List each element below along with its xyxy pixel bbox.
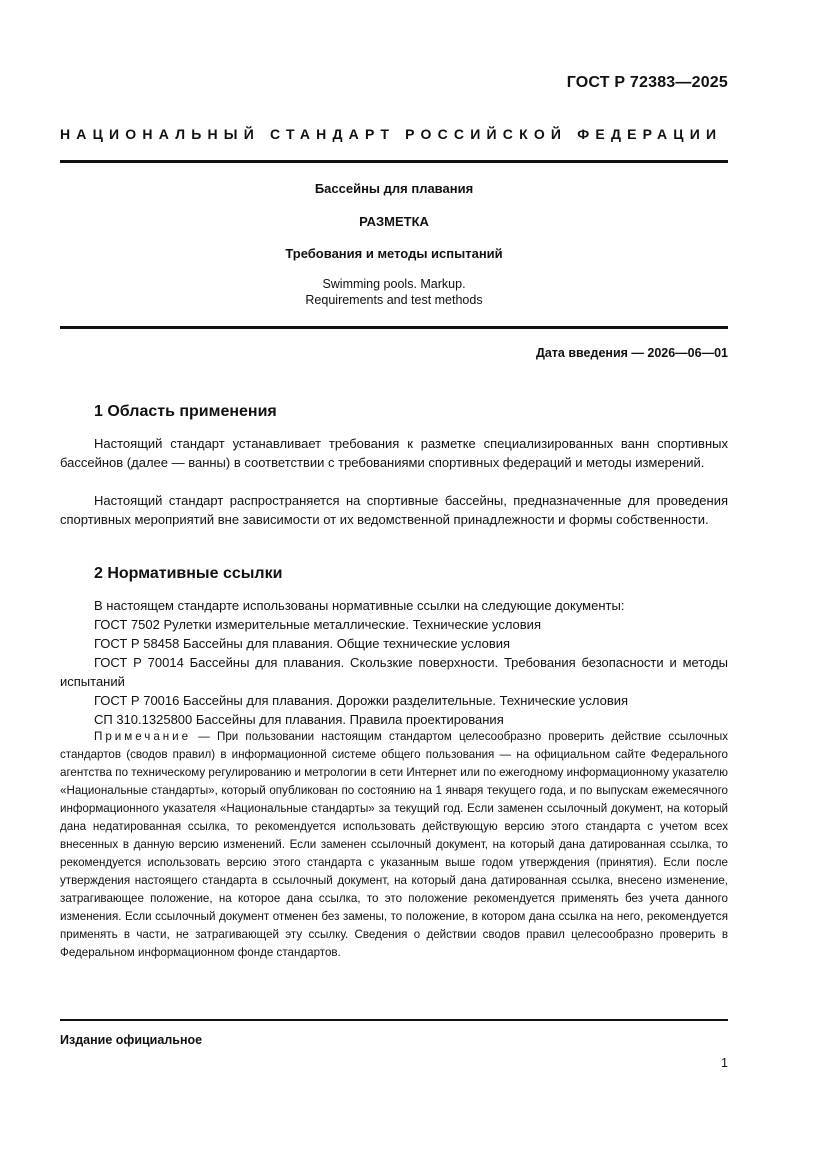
section-1-title: 1 Область применения (94, 403, 277, 420)
reference-item: ГОСТ Р 70016 Бассейны для плавания. Дорожки разделительные. Технические условия (94, 693, 629, 708)
footer-rule (60, 1019, 728, 1021)
section-1-paragraph-1: Настоящий стандарт устанавливает требования к разметке специализированных ванн спортивных бассейнов (далее — ванны) в соответствии с требованиями спортивных федераций и методы измерений. (60, 436, 728, 470)
top-rule (60, 160, 728, 163)
document-code: ГОСТ Р 72383—2025 (566, 74, 728, 91)
document-page (60, 0, 728, 1169)
edition-label: Издание официальное (60, 1033, 203, 1047)
note-text: — При пользовании настоящим стандартом целесообразно проверить действие ссылочных стандартов (сводов правил) в информационной системе общего пользования — на официальном сайте Федерального агентства по техническому регулированию и метрологии в сети Интернет или по ежегодному информационному указателю «Национальные стандарты», который опубликован по состоянию на 1 января текущего года, и по выпускам ежемесячного информационного указателя «Национальные стандарты» за текущий год. Если заменен ссылочный документ, на который дана недатированная ссылка, то рекомендуется использовать действующую версию этого стандарта с учетом всех внесенных в данную версию изменений. Если заменен ссылочный документ, на который дана датированная ссылка, то рекомендуется использовать версию этого стандарта с указанным выше годом утверждения (принятия). Если после утверждения настоящего стандарта в ссылочный документ, на который дана датированная ссылка, внесено изменение, затрагивающее положение, на которое дана ссылка, то это положение рекомендуется применять без учета данного изменения. Если ссылочный документ отменен без замены, то положение, в котором дана ссылка на него, рекомендуется применять в части, не затрагивающей эту ссылку. Сведения о действии сводов правил целесообразно проверить в Федеральном информационном фонде стандартов. (60, 730, 728, 959)
note-label: Примечание (94, 730, 192, 743)
reference-item: ГОСТ Р 58458 Бассейны для плавания. Общие технические условия (94, 636, 511, 651)
english-title-line-2: Requirements and test methods (305, 293, 483, 307)
introduction-date: Дата введения — 2026—06—01 (535, 346, 728, 360)
reference-item: СП 310.1325800 Бассейны для плавания. Правила проектирования (94, 712, 504, 727)
section-1-paragraph-2: Настоящий стандарт распространяется на спортивные бассейны, предназначенные для проведения спортивных мероприятий вне зависимости от их ведомственной принадлежности и формы собственности. (60, 493, 728, 527)
references-note (60, 728, 728, 962)
title-line-3: Требования и методы испытаний (285, 246, 503, 261)
title-line-2: РАЗМЕТКА (359, 214, 429, 229)
page-number: 1 (721, 1056, 728, 1070)
references-intro: В настоящем стандарте использованы нормативные ссылки на следующие документы: (94, 598, 625, 613)
english-title-line-1: Swimming pools. Markup. (322, 277, 466, 291)
section-2-title: 2 Нормативные ссылки (94, 565, 283, 582)
title-line-1: Бассейны для плавания (314, 181, 474, 196)
title-bottom-rule (60, 326, 728, 329)
reference-item: ГОСТ Р 70014 Бассейны для плавания. Скользкие поверхности. Требования безопасности и методы испытаний (60, 655, 728, 689)
national-standard-title: НАЦИОНАЛЬНЫЙ СТАНДАРТ РОССИЙСКОЙ ФЕДЕРАЦИИ (60, 126, 723, 142)
reference-item: ГОСТ 7502 Рулетки измерительные металлические. Технические условия (94, 617, 541, 632)
